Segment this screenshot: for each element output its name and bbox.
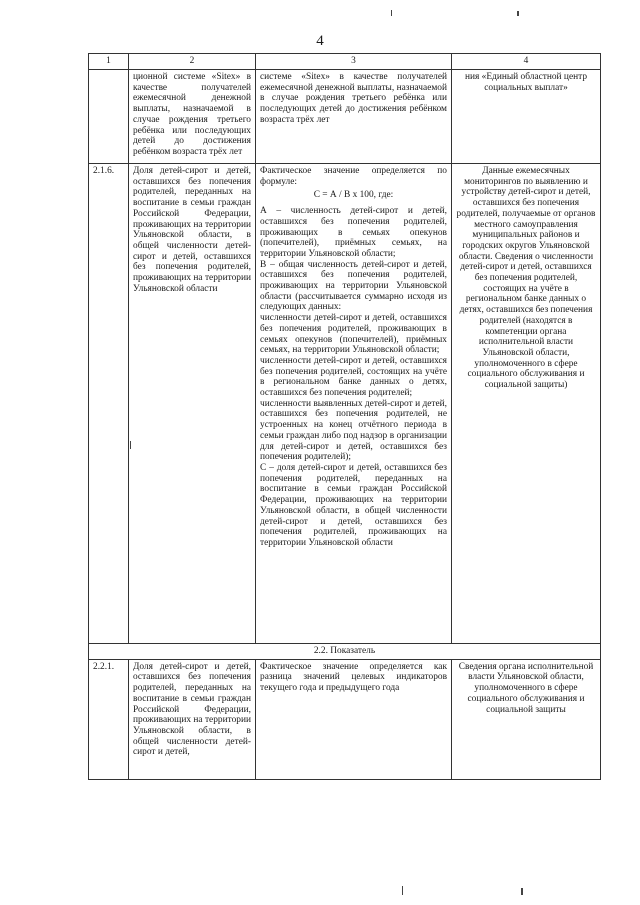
table-row [89, 70, 601, 164]
table-row [89, 164, 601, 644]
method-intro: Фактическое значение определяется по формуле: [260, 166, 447, 187]
row-number-cell: 2.2.1. [89, 659, 129, 779]
table-row [89, 659, 601, 779]
column-number: 3 [256, 54, 452, 70]
source-cell: Данные ежемесячных мониторингов по выявлению и устройству детей-сирот и детей, оставшихся без попечения родителей, получаемые от органов местного самоуправления муниципальных районов и городских округов Ульяновской области. Сведения о численности детей-сирот и детей, оставшихся без попечения родителей, состоящих на учёте в региональном банке данных о детях, оставшихся без попечения родителей (находятся в компетенции органа исполнительной власти Ульяновской области, уполномоченного в сфере социального обслуживания и социальной защиты) [452, 164, 601, 644]
row-number-cell [89, 70, 129, 164]
section-header-row [89, 644, 601, 660]
page-number: 4 [316, 33, 324, 49]
column-number: 4 [452, 54, 601, 70]
indicators-table [88, 53, 601, 780]
method-cell: системе «Sitex» в качестве получателей ежемесячной денежной выплаты, назначаемой в случае рождения третьего ребёнка или последующих детей до достижения ребёнком возраста трёх лет [256, 70, 452, 164]
column-number: 1 [89, 54, 129, 70]
method-cell [256, 164, 452, 644]
indicator-cell: Доля детей-сирот и детей, оставшихся без попечения родителей, переданных на воспитание в семьи граждан Российской Федерации, проживающих на территории Ульяновской области, в общей численности детей-сирот и детей, [129, 659, 256, 779]
method-definition-b3: численности выявленных детей-сирот и детей, оставшихся без попечения родителей, не устроенных на конец отчётного периода в семьи граждан либо под надзор в организации для детей-сирот и детей, оставшихся без попечения родителей); [260, 398, 447, 463]
formula: С = А / В х 100, где: [313, 190, 394, 201]
scan-mark-top [391, 10, 392, 16]
source-cell: ния «Единый областной центр социальных выплат» [452, 70, 601, 164]
method-definition-b: В – общая численность детей-сирот и детей, оставшихся без попечения родителей, проживающих на территории Ульяновской области (рассчитывается суммарно исходя из следующих данных: [260, 259, 447, 313]
method-definition-b1: численности детей-сирот и детей, оставшихся без попечения родителей, проживающих в семьях опекунов (попечителей), приёмных семьях, на территории Ульяновской области; [260, 313, 447, 356]
scan-mark-bottom-right [521, 888, 523, 895]
section-title: 2.2. Показатель [89, 644, 601, 660]
indicator-cell: ционной системе «Sitex» в качестве получателей ежемесячной денежной выплаты, назначаемой в случае рождения третьего ребёнка или последующих детей до достижения ребёнком возраста трёх лет [129, 70, 256, 164]
method-definition-b2: численности детей-сирот и детей, оставшихся без попечения родителей, состоящих на учёте в региональном банке данных о детях, оставшихся без попечения родителей; [260, 355, 447, 399]
method-definition-a: А – численность детей-сирот и детей, оставшихся без попечения родителей, проживающих в семьях опекунов (попечителей), приёмных семьях, на территории Ульяновской области; [260, 206, 447, 259]
scan-mark-bottom [402, 886, 403, 895]
source-cell: Сведения органа исполнительной власти Ульяновской области, уполномоченного в сфере социального обслуживания и социальной защиты [452, 659, 601, 779]
scan-mark-top-right [517, 11, 519, 16]
method-definition-c: С – доля детей-сирот и детей, оставшихся без попечения родителей, переданных на воспитание в семьи граждан Российской Федерации, проживающих на территории Ульяновской области, в общей численности детей-сирот и детей, оставшихся без попечения родителей, проживающих на территории Ульяновской области [260, 462, 447, 548]
method-cell: Фактическое значение определяется как разница значений целевых индикаторов текущего года и предыдущего года [256, 659, 452, 779]
column-number-row [89, 54, 601, 70]
row-number-cell: 2.1.6. [89, 164, 129, 644]
indicator-cell: Доля детей-сирот и детей, оставшихся без попечения родителей, переданных на воспитание в семьи граждан Российской Федерации, проживающих на территории Ульяновской области, в общей численности детей-сирот и детей, оставшихся без попечения родителей, проживающих на территории Ульяновской области [129, 164, 256, 644]
column-number: 2 [129, 54, 256, 70]
